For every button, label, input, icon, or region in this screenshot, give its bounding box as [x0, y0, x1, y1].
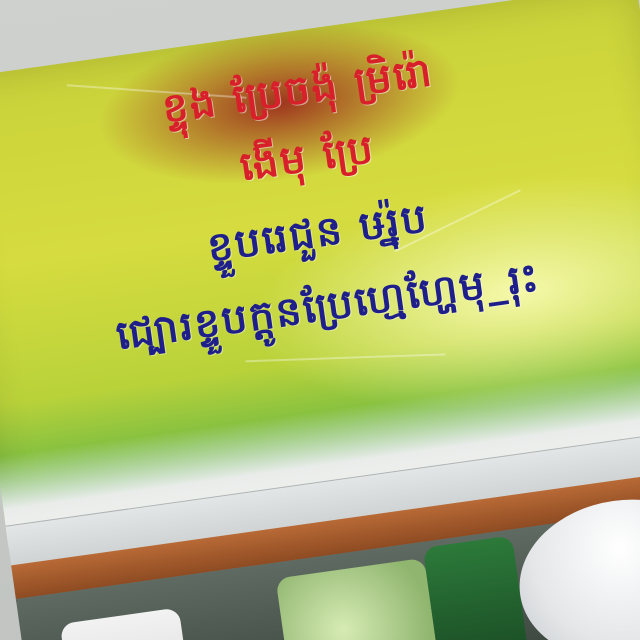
banner-line-3: ខ្ទួបរេជួន ឞរ្ន៉ុប [204, 195, 432, 272]
banner-line-1: ខ្ទុង ប្រែចង៉ុ ម្រិរ៉ោ [159, 49, 437, 133]
banner-wrinkle [246, 353, 446, 362]
banner-line-4: ជ្បោរខ្ទួបក្តូនប្រែហ្មេហែ្ហមុ_រុះ [113, 254, 544, 360]
dark-green-container [423, 535, 529, 640]
banner-line-2: ងើមុ ប្រែ [237, 125, 378, 191]
